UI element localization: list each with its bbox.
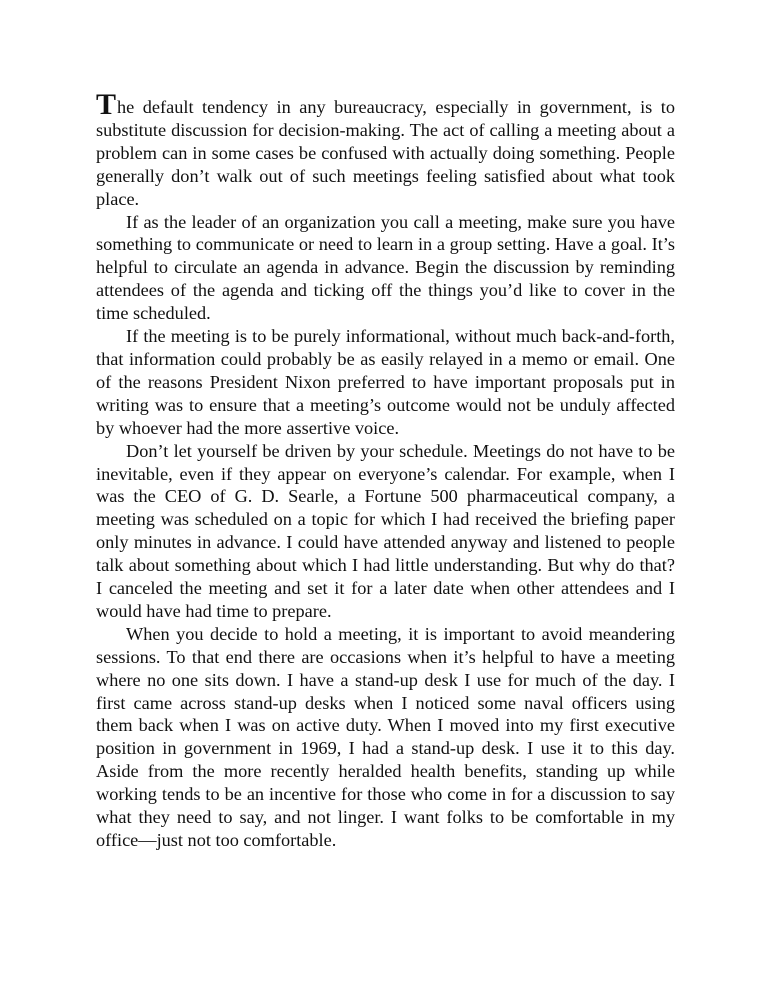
paragraph-1-text: he default tendency in any bureaucracy, especially in government, is to substitute discussion for decision-making. The act of calling a meeting about a problem can in some cases be confused with actually doing something. People generally don’t walk out of such meetings feeling satisfied about what took place. [96,97,675,209]
paragraph-3: If the meeting is to be purely informational, without much back-and-forth, that information could probably be as easily relayed in a memo or email. One of the reasons President Nixon preferred to have important proposals put in writing was to ensure that a meeting’s outcome would not be unduly affected by whoever had the more assertive voice. [96,326,675,438]
paragraph-1 [96,88,675,211]
paragraph-5: When you decide to hold a meeting, it is important to avoid meandering sessions. To that end there are occasions when it’s helpful to have a meeting where no one sits down. I have a stand-up desk I use for much of the day. I first came across stand-up desks when I noticed some naval officers using them back when I was on active duty. When I moved into my first executive position in government in 1969, I had a stand-up desk. I use it to this day. Aside from the more recently heralded health benefits, standing up while working tends to be an incentive for those who come in for a discussion to say what they need to say, and not linger. I want folks to be comfortable in my office—just not too comfortable. [96,623,675,850]
paragraph-2: If as the leader of an organization you call a meeting, make sure you have something to communicate or need to learn in a group setting. Have a goal. It’s helpful to circulate an agenda in advance. Begin the discussion by reminding attendees of the agenda and ticking off the things you’d like to cover in the time scheduled. [96,211,675,324]
drop-cap-initial: T [96,88,117,121]
paragraph-4: Don’t let yourself be driven by your schedule. Meetings do not have to be inevitable, even if they appear on everyone’s calendar. For example, when I was the CEO of G. D. Searle, a Fortune 500 pharmaceutical company, a meeting was scheduled on a topic for which I had received the briefing paper only minutes in advance. I could have attended anyway and listened to people talk about something about which I had little understanding. But why do that? I canceled the meeting and set it for a later date when other attendees and I would have had time to prepare. [96,440,675,621]
document-page [96,88,675,852]
